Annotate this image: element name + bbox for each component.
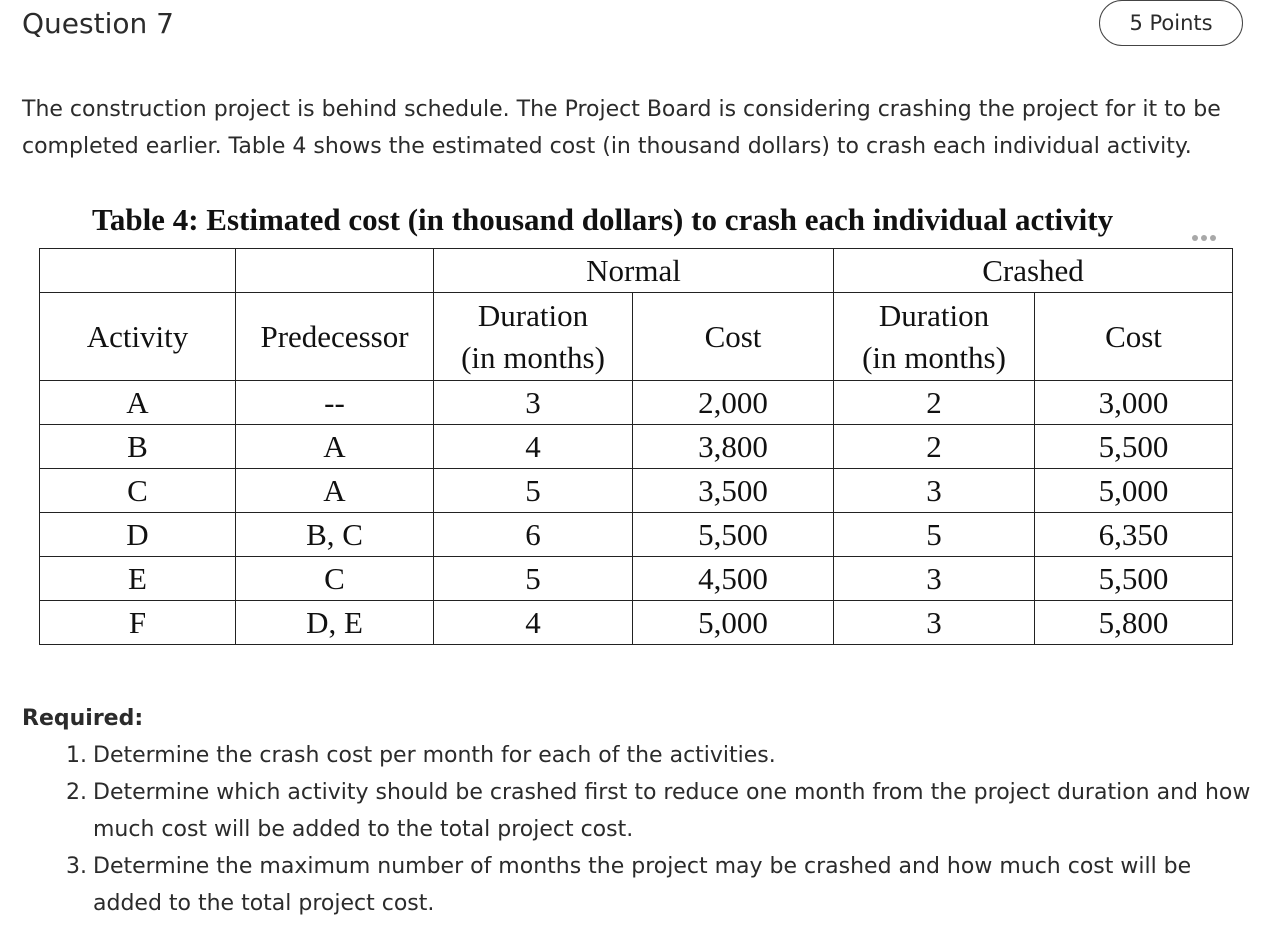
cell-crashed-cost: 5,000 [1035,469,1233,513]
table-row [40,557,1233,601]
list-item [66,737,1256,774]
cell-normal-duration: 4 [434,425,633,469]
cell-activity: E [40,557,236,601]
list-text: Determine which activity should be crashed first to reduce one month from the project duration and how much cost will be added to the total project cost. [93,780,1251,842]
cell-predecessor: B, C [236,513,434,557]
crash-cost-table [39,248,1233,645]
question-intro: The construction project is behind schedule. The Project Board is considering crashing the project for it to be completed earlier. Table 4 shows the estimated cost (in thousand dollars) to crash each individual activity. [22,97,1221,159]
duration-label: Duration [477,297,589,333]
cell-activity: F [40,601,236,645]
cell-normal-cost: 4,500 [633,557,834,601]
cell-predecessor: A [236,469,434,513]
header-blank-2 [236,249,434,293]
duration-unit: (in months) [862,339,1006,375]
table-row [40,425,1233,469]
header-normal-cost: Cost [633,293,834,381]
list-item [66,848,1256,922]
cell-normal-duration: 3 [434,381,633,425]
list-text: Determine the crash cost per month for each of the activities. [93,743,776,768]
points-badge: 5 Points [1099,0,1243,46]
cell-normal-duration: 5 [434,557,633,601]
cell-activity: C [40,469,236,513]
header-blank-1 [40,249,236,293]
question-title: Question 7 [22,7,174,40]
cell-normal-cost: 2,000 [633,381,834,425]
cell-activity: A [40,381,236,425]
cell-crashed-cost: 5,500 [1035,557,1233,601]
duration-label: Duration [878,297,990,333]
table-row [40,513,1233,557]
duration-unit: (in months) [461,339,605,375]
cell-normal-cost: 3,500 [633,469,834,513]
list-number: 3. [66,854,87,879]
cell-crashed-cost: 5,500 [1035,425,1233,469]
cell-predecessor: -- [236,381,434,425]
table-caption: Table 4: Estimated cost (in thousand dollars) to crash each individual activity [92,202,1114,237]
list-number: 2. [66,780,87,805]
cell-crashed-duration: 2 [834,381,1035,425]
table-row [40,469,1233,513]
header-crashed-cost: Cost [1035,293,1233,381]
list-number: 1. [66,743,87,768]
table-row [40,601,1233,645]
list-item [66,774,1256,848]
cell-normal-duration: 6 [434,513,633,557]
header-activity: Activity [40,293,236,381]
cell-activity: D [40,513,236,557]
cell-crashed-duration: 5 [834,513,1035,557]
cell-crashed-duration: 3 [834,601,1035,645]
cell-crashed-duration: 3 [834,469,1035,513]
cell-predecessor: D, E [236,601,434,645]
table-row [40,381,1233,425]
required-list [66,737,1256,922]
list-text: Determine the maximum number of months the project may be crashed and how much cost will be added to the total project cost. [93,854,1192,916]
cell-predecessor: A [236,425,434,469]
cell-normal-duration: 5 [434,469,633,513]
cell-normal-cost: 5,000 [633,601,834,645]
header-crashed-duration [834,293,1035,381]
cell-normal-cost: 5,500 [633,513,834,557]
required-heading: Required: [22,706,144,731]
header-predecessor: Predecessor [236,293,434,381]
cell-crashed-duration: 3 [834,557,1035,601]
cell-crashed-cost: 5,800 [1035,601,1233,645]
cell-predecessor: C [236,557,434,601]
header-crashed: Crashed [834,249,1233,293]
cell-normal-duration: 4 [434,601,633,645]
cell-crashed-cost: 6,350 [1035,513,1233,557]
cell-crashed-duration: 2 [834,425,1035,469]
cell-normal-cost: 3,800 [633,425,834,469]
header-normal: Normal [434,249,834,293]
more-options-icon[interactable] [1192,231,1222,245]
cell-crashed-cost: 3,000 [1035,381,1233,425]
cell-activity: B [40,425,236,469]
header-normal-duration [434,293,633,381]
